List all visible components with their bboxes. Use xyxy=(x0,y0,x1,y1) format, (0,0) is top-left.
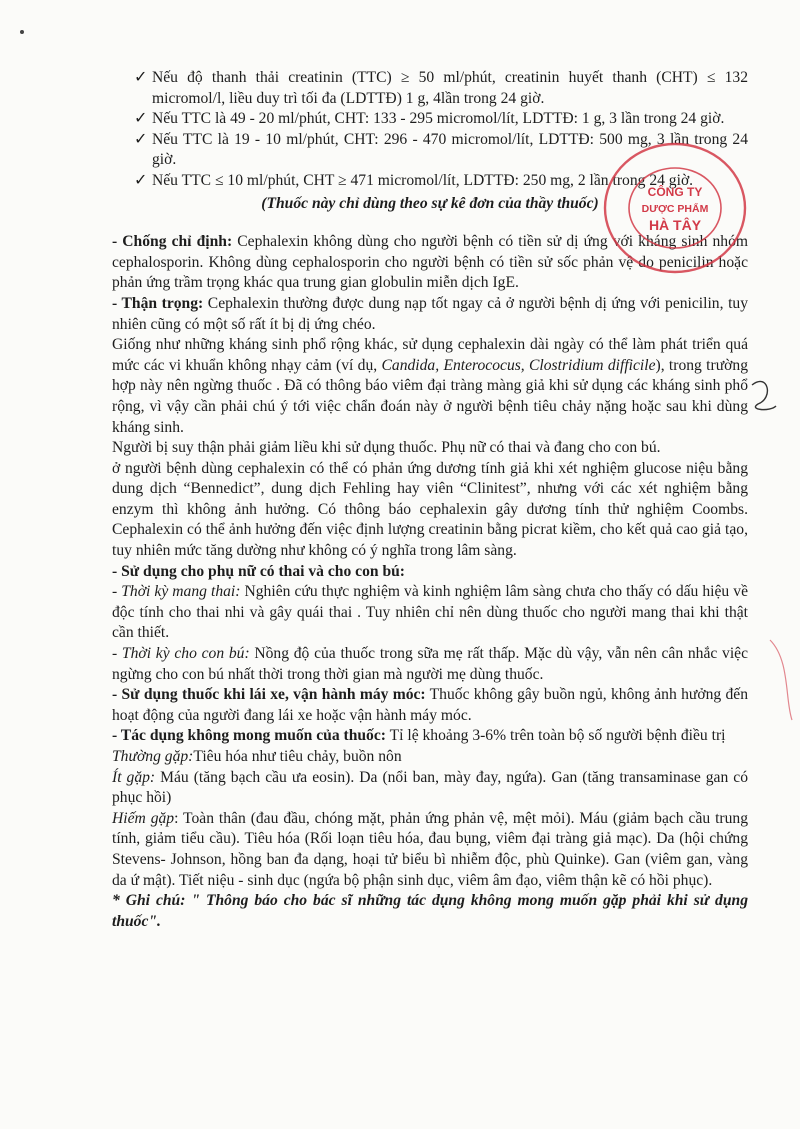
caution-paragraph-3: Người bị suy thận phải giảm liều khi sử dụng thuốc. Phụ nữ có thai và đang cho con bú. xyxy=(112,439,661,457)
side-effects-heading: - Tác dụng không mong muốn của thuốc: xyxy=(112,727,386,745)
scan-dot xyxy=(20,30,24,34)
rare-label: Hiếm gặp xyxy=(112,809,175,827)
footer-note: * Ghi chú: " Thông báo cho bác sĩ những tác dụng không mong muốn gặp phải khi sử dụng thuốc". xyxy=(112,892,748,930)
stamp-seal xyxy=(600,138,750,278)
nursing-label: - Thời kỳ cho con bú: xyxy=(112,645,250,663)
rare-effects: Hiếm gặp: Toàn thân (đau đầu, chóng mặt, phản ứng phản vệ, mệt mỏi). Máu (giảm bạch cầu trung tính, giảm tiểu cầu). Tiêu hóa (Rối loạn tiêu hóa, đau bụng, viêm đại tràng giả mạc). Da (hội chứng Stevens- Johnson, hồng ban đa dạng, hoại tử biểu bì nhiễm độc, phù Quinke). Gan (viêm gan, vàng da ứ mật). Tiết niệu - sinh dục (ngứa bộ phận sinh dục, viêm âm đạo, viêm thận kẽ có hồi phục). xyxy=(112,809,748,889)
pregnancy-paragraph: - Thời kỳ mang thai: Nghiên cứu thực nghiệm và kinh nghiệm lâm sàng chưa cho thấy có dấu hiệu về độc tính cho thai nhi và gây quái thai . Tuy nhiên chỉ nên dùng thuốc cho người mang thai khi thật cần thiết. xyxy=(112,583,748,642)
list-item: ✓ Nếu TTC là 49 - 20 ml/phút, CHT: 133 - 295 micromol/lít, LDTTĐ: 1 g, 3 lần trong 24 giờ. xyxy=(134,109,748,130)
nursing-paragraph: - Thời kỳ cho con bú: Nồng độ của thuốc trong sữa mẹ rất thấp. Mặc dù vậy, vẫn nên cân nhắc việc ngừng cho con bú nhất thời trong thời gian mà người mẹ dùng thuốc. xyxy=(112,645,748,683)
check-icon: ✓ xyxy=(134,130,148,148)
stamp-edge-mark xyxy=(770,640,792,720)
list-item: ✓ Nếu độ thanh thải creatinin (TTC) ≥ 50 ml/phút, creatinin huyết thanh (CHT) ≤ 132 micromol/l, liều duy trì tối đa (LDTTĐ) 1 g, 4lần trong 24 giờ. xyxy=(134,69,748,107)
pregnancy-heading: - Sử dụng cho phụ nữ có thai và cho con bú: xyxy=(112,562,405,580)
check-icon: ✓ xyxy=(134,110,148,128)
uncommon-label: Ít gặp: xyxy=(112,768,156,786)
bacteria-names: Candida, Enterococus, Clostridium difficile xyxy=(381,356,656,374)
check-icon: ✓ xyxy=(134,171,148,189)
company-stamp xyxy=(600,138,750,278)
caution-paragraph xyxy=(112,294,748,335)
uncommon-effects: Ít gặp: Máu (tăng bạch cầu ưa eosin). Da (nổi ban, mày đay, ngứa). Gan (tăng transaminase gan có phục hồi) xyxy=(112,768,748,807)
stamp-line-3: HÀ TÂY xyxy=(648,217,702,233)
driving-heading: - Sử dụng thuốc khi lái xe, vận hành máy móc: xyxy=(112,686,426,704)
contraindication-heading: - Chống chỉ định: xyxy=(112,233,233,251)
common-effects: Thường gặp:Tiêu hóa như tiêu chảy, buồn nôn xyxy=(112,748,402,765)
caution-paragraph-2: Giống như những kháng sinh phổ rộng khác, sử dụng cephalexin dài ngày có thể làm phát triển quá mức các vi khuẩn không nhạy cảm (ví dụ, Candida, Enterococus, Clostridium difficile), trong trường hợp này nên ngừng thuốc . Đã có thông báo viêm đại tràng màng giả khi sử dụng các kháng sinh phổ rộng, vì vậy cần phải chú ý tới việc chẩn đoán này ở người bệnh tiêu chảy nặng hoặc sau khi dùng kháng sinh. xyxy=(112,336,748,436)
driving-paragraph: - Sử dụng thuốc khi lái xe, vận hành máy móc: Thuốc không gây buồn ngủ, không ảnh hưởng đến hoạt động của người đang lái xe hoặc vận hành máy móc. xyxy=(112,686,748,724)
prescription-note: (Thuốc này chỉ dùng theo sự kê đơn của thầy thuốc) xyxy=(261,194,599,212)
caution-text: Cephalexin thường được dung nạp tốt ngay cả ở người bệnh dị ứng với penicilin, tuy nhiên cũng có một số rất ít bị dị ứng chéo. xyxy=(112,294,748,333)
side-effects-paragraph: - Tác dụng không mong muốn của thuốc: Tỉ lệ khoảng 3-6% trên toàn bộ số người bệnh điều trị xyxy=(112,727,726,745)
check-icon: ✓ xyxy=(134,69,148,86)
stamp-line-2: DƯỢC PHẨM xyxy=(641,203,709,215)
stamp-line-1: CÔNG TY xyxy=(647,185,703,199)
caution-paragraph-4: ở người bệnh dùng cephalexin có thể có phản ứng dương tính giả khi xét nghiệm glucose niệu bằng dung dịch “Bennedict”, dung dịch Fehling hay viên “Clinitest”, nhưng với các xét nghiệm bằng enzym thì không ảnh hưởng. Có thông báo cephalexin gây dương tính thử nghiệm Coombs. Cephalexin có thể ảnh hưởng đến việc định lượng creatinin bằng picrat kiềm, cho kết quả cao giả tạo, tuy nhiên mức tăng dường như không có ý nghĩa trong lâm sàng. xyxy=(112,459,748,560)
pregnancy-label: - Thời kỳ mang thai: xyxy=(112,583,241,601)
caution-heading: - Thận trọng: xyxy=(112,294,204,312)
contraindication-text: Cephalexin không dùng cho người bệnh có tiền sử dị ứng với kháng sinh nhóm cephalosporin. Không dùng cephalosporin cho người bệnh có tiền sử sốc phản vệ do penicilin hoặc phản ứng trầm trọng khác qua trung gian globulin miễn dịch IgE. xyxy=(112,233,748,292)
list-item: ✓ Nếu TTC là 19 - 10 ml/phút, CHT: 296 - 470 micromol/lít, LDTTĐ: 500 mg, 3 lần trong 24 giờ. xyxy=(134,130,748,169)
list-item: ✓ Nếu TTC ≤ 10 ml/phút, CHT ≥ 471 micromol/lít, LDTTĐ: 250 mg, 2 lần trong 24 giờ. xyxy=(134,171,748,192)
common-label: Thường gặp: xyxy=(112,748,194,765)
initial-signature xyxy=(752,381,776,409)
